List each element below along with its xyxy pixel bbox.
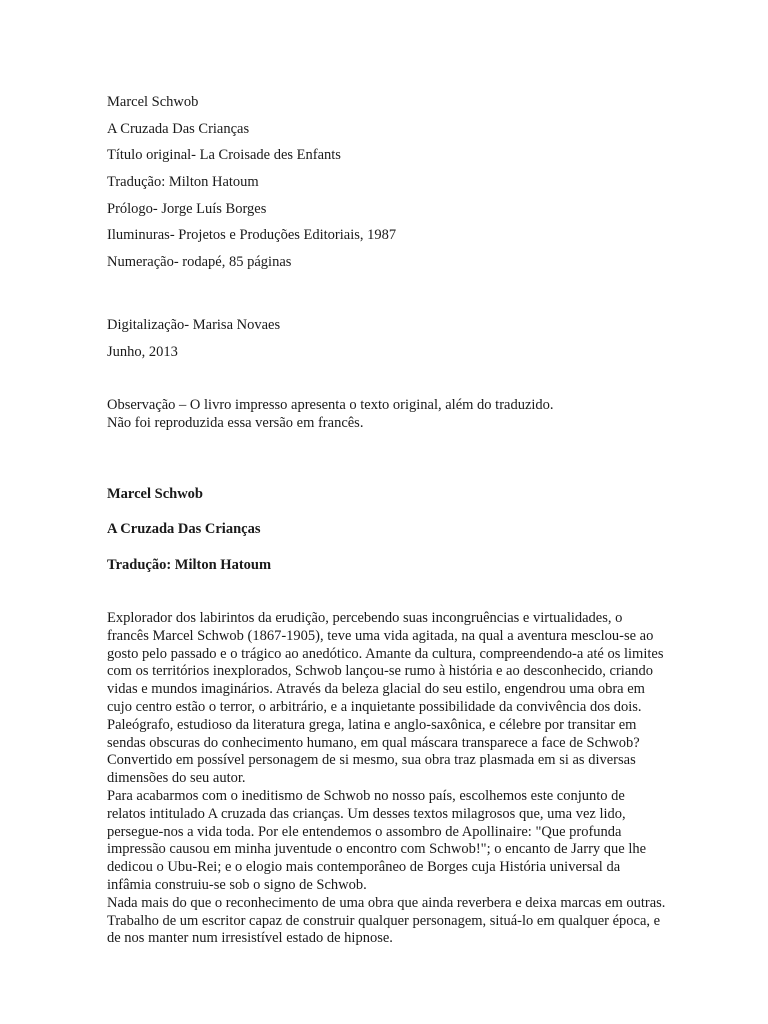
digitization-date: Junho, 2013 [107, 344, 178, 360]
meta-original-title: Título original- La Croisade des Enfants [107, 147, 341, 163]
meta-translation: Tradução: Milton Hatoum [107, 174, 259, 190]
heading-translation: Tradução: Milton Hatoum [107, 557, 272, 573]
meta-title: A Cruzada Das Crianças [107, 121, 250, 137]
observation-line-2: Não foi reproduzida essa versão em francês. [107, 415, 364, 431]
paragraph-2: Para acabarmos com o ineditismo de Schwob no nosso país, escolhemos este conjunto de relatos intitulado A cruzada das crianças. Um desses textos milagrosos que, uma vez lido, persegue-nos a vida toda. Por ele entendemos o assombro de Apollinaire: "Que profunda impressão causou em minha juventude o encontro com Schwob!"; o encanto de Jarry que lhe dedicou o Ubu-Rei; e o elogio mais contemporâneo de Borges cuja História universal da infâmia construiu-se sob o signo de Schwob. [107, 787, 647, 893]
digitization-by: Digitalização- Marisa Novaes [107, 317, 281, 333]
heading-title: A Cruzada Das Crianças [107, 521, 261, 537]
heading-author: Marcel Schwob [107, 486, 203, 502]
meta-prologue: Prólogo- Jorge Luís Borges [107, 201, 267, 217]
paragraph-1: Explorador dos labirintos da erudição, percebendo suas incongruências e virtualidades, o francês Marcel Schwob (1867-1905), teve uma vida agitada, na qual a aventura mesclou-se ao gosto pelo passado e o trágico ao anedótico. Amante da cultura, compreendendo-a até os limites com os territórios inexplorados, Schwob lançou-se rumo à história e ao desconhecido, criando vidas e mundos imaginários. Através da beleza glacial do seu estilo, engendrou uma obra em cujo centro estão o terror, o arbitrário, e a inquietante possibilidade da convivência dos dois. Paleógrafo, estudioso da literatura grega, latina e anglo-saxônica, e célebre por transitar em sendas obscuras do conhecimento humano, em qual máscara transparece a face de Schwob? Convertido em possível personagem de si mesmo, sua obra traz plasmada em si as diversas dimensões do seu autor. [107, 610, 664, 787]
presentation-text [107, 610, 667, 948]
meta-author: Marcel Schwob [107, 94, 199, 110]
meta-publisher: Iluminuras- Projetos e Produções Editoriais, 1987 [107, 227, 397, 243]
observation-line-1: Observação – O livro impresso apresenta o texto original, além do traduzido. [107, 397, 554, 413]
observation-note [107, 396, 727, 432]
meta-numbering: Numeração- rodapé, 85 páginas [107, 254, 292, 270]
paragraph-3: Nada mais do que o reconhecimento de uma obra que ainda reverbera e deixa marcas em outras. Trabalho de um escritor capaz de construir qualquer personagem, situá-lo em qualquer época, e de nos manter num irresistível estado de hipnose. [107, 894, 666, 947]
